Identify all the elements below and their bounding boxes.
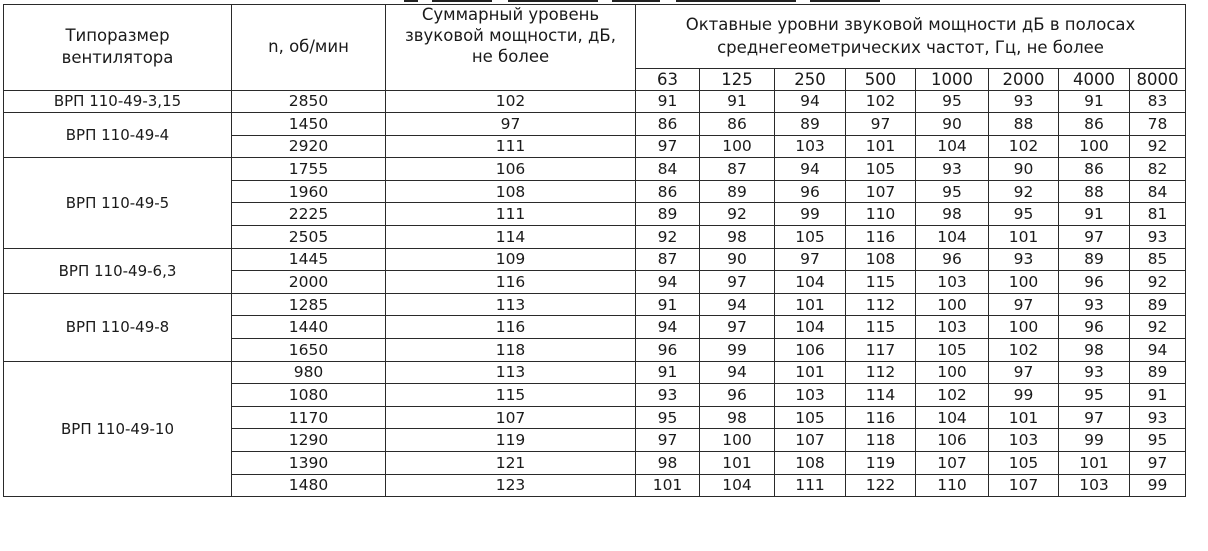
octave-level-cell: 95 — [916, 90, 989, 113]
rpm-cell: 1390 — [232, 452, 386, 475]
total-level-cell: 111 — [386, 203, 636, 226]
octave-level-cell: 97 — [636, 135, 700, 158]
octave-level-cell: 92 — [989, 180, 1059, 203]
rpm-cell: 2505 — [232, 226, 386, 249]
fan-size-cell: ВРП 110-49-6,3 — [4, 248, 232, 293]
octave-level-cell: 93 — [989, 90, 1059, 113]
table-body — [4, 90, 1186, 497]
octave-level-cell: 94 — [775, 158, 846, 181]
octave-level-cell: 89 — [1059, 248, 1130, 271]
octave-level-cell: 92 — [636, 226, 700, 249]
octave-level-cell: 91 — [636, 361, 700, 384]
total-level-cell: 113 — [386, 293, 636, 316]
table-row — [4, 248, 1186, 271]
octave-level-cell: 107 — [989, 474, 1059, 497]
total-level-cell: 102 — [386, 90, 636, 113]
octave-level-cell: 103 — [989, 429, 1059, 452]
octave-level-cell: 83 — [1130, 90, 1186, 113]
rpm-cell: 1650 — [232, 339, 386, 362]
octave-level-cell: 112 — [846, 293, 916, 316]
octave-level-cell: 104 — [775, 271, 846, 294]
octave-level-cell: 99 — [700, 339, 775, 362]
octave-level-cell: 101 — [846, 135, 916, 158]
octave-level-cell: 86 — [636, 113, 700, 136]
octave-level-cell: 78 — [1130, 113, 1186, 136]
table-row — [4, 113, 1186, 136]
total-level-cell: 121 — [386, 452, 636, 475]
total-level-cell: 116 — [386, 271, 636, 294]
octave-level-cell: 82 — [1130, 158, 1186, 181]
octave-level-cell: 96 — [775, 180, 846, 203]
octave-level-cell: 92 — [1130, 135, 1186, 158]
rpm-cell: 2225 — [232, 203, 386, 226]
octave-level-cell: 98 — [700, 406, 775, 429]
octave-level-cell: 96 — [1059, 271, 1130, 294]
octave-level-cell: 115 — [846, 271, 916, 294]
rpm-cell: 1290 — [232, 429, 386, 452]
octave-level-cell: 99 — [1059, 429, 1130, 452]
octave-level-cell: 84 — [1130, 180, 1186, 203]
header-rpm-label: n, об/мин — [268, 37, 349, 57]
header-octave-levels — [636, 5, 1186, 69]
octave-level-cell: 105 — [775, 226, 846, 249]
octave-level-cell: 92 — [1130, 316, 1186, 339]
header-frequency-5: 2000 — [989, 68, 1059, 90]
octave-level-cell: 91 — [700, 90, 775, 113]
fan-size-cell: ВРП 110-49-4 — [4, 113, 232, 158]
total-level-cell: 114 — [386, 226, 636, 249]
rpm-cell: 980 — [232, 361, 386, 384]
octave-level-cell: 118 — [846, 429, 916, 452]
octave-level-cell: 100 — [916, 293, 989, 316]
octave-level-cell: 122 — [846, 474, 916, 497]
header-frequency-6: 4000 — [1059, 68, 1130, 90]
octave-level-cell: 119 — [846, 452, 916, 475]
octave-level-cell: 107 — [916, 452, 989, 475]
header-frequency-4: 1000 — [916, 68, 989, 90]
octave-level-cell: 105 — [775, 406, 846, 429]
octave-level-cell: 89 — [636, 203, 700, 226]
octave-level-cell: 91 — [636, 293, 700, 316]
octave-level-cell: 95 — [636, 406, 700, 429]
octave-level-cell: 101 — [775, 293, 846, 316]
octave-level-cell: 99 — [775, 203, 846, 226]
octave-level-cell: 104 — [700, 474, 775, 497]
octave-level-cell: 101 — [989, 226, 1059, 249]
octave-level-cell: 102 — [846, 90, 916, 113]
total-level-cell: 107 — [386, 406, 636, 429]
octave-level-cell: 99 — [1130, 474, 1186, 497]
octave-level-cell: 97 — [989, 293, 1059, 316]
octave-level-cell: 112 — [846, 361, 916, 384]
octave-level-cell: 117 — [846, 339, 916, 362]
total-level-cell: 115 — [386, 384, 636, 407]
total-level-cell: 113 — [386, 361, 636, 384]
octave-level-cell: 103 — [775, 135, 846, 158]
octave-level-cell: 98 — [700, 226, 775, 249]
total-level-cell: 116 — [386, 316, 636, 339]
octave-level-cell: 86 — [700, 113, 775, 136]
octave-level-cell: 97 — [636, 429, 700, 452]
octave-level-cell: 95 — [989, 203, 1059, 226]
octave-level-cell: 85 — [1130, 248, 1186, 271]
octave-level-cell: 110 — [916, 474, 989, 497]
octave-level-cell: 100 — [989, 271, 1059, 294]
octave-level-cell: 95 — [1130, 429, 1186, 452]
rpm-cell: 1080 — [232, 384, 386, 407]
octave-level-cell: 107 — [846, 180, 916, 203]
octave-level-cell: 104 — [916, 135, 989, 158]
octave-level-cell: 97 — [700, 271, 775, 294]
octave-level-cell: 97 — [700, 316, 775, 339]
octave-level-cell: 96 — [1059, 316, 1130, 339]
octave-level-cell: 108 — [846, 248, 916, 271]
total-level-cell: 109 — [386, 248, 636, 271]
octave-level-cell: 91 — [1130, 384, 1186, 407]
octave-level-cell: 111 — [775, 474, 846, 497]
octave-level-cell: 99 — [989, 384, 1059, 407]
header-frequency-1: 125 — [700, 68, 775, 90]
octave-level-cell: 102 — [989, 339, 1059, 362]
octave-level-cell: 87 — [700, 158, 775, 181]
octave-level-cell: 100 — [1059, 135, 1130, 158]
rpm-cell: 1285 — [232, 293, 386, 316]
octave-level-cell: 110 — [846, 203, 916, 226]
octave-level-cell: 97 — [1059, 226, 1130, 249]
octave-level-cell: 96 — [916, 248, 989, 271]
octave-level-cell: 94 — [700, 361, 775, 384]
octave-level-cell: 105 — [989, 452, 1059, 475]
rpm-cell: 1450 — [232, 113, 386, 136]
octave-level-cell: 84 — [636, 158, 700, 181]
octave-level-cell: 104 — [916, 226, 989, 249]
octave-level-cell: 93 — [916, 158, 989, 181]
octave-level-cell: 104 — [916, 406, 989, 429]
octave-level-cell: 90 — [700, 248, 775, 271]
octave-level-cell: 103 — [916, 316, 989, 339]
header-fan-size — [4, 5, 232, 91]
octave-level-cell: 93 — [1130, 406, 1186, 429]
octave-level-cell: 115 — [846, 316, 916, 339]
fan-size-cell: ВРП 110-49-8 — [4, 293, 232, 361]
octave-level-cell: 101 — [636, 474, 700, 497]
octave-level-cell: 86 — [1059, 113, 1130, 136]
octave-level-cell: 94 — [700, 293, 775, 316]
header-frequency-3: 500 — [846, 68, 916, 90]
total-level-cell: 111 — [386, 135, 636, 158]
octave-level-cell: 89 — [700, 180, 775, 203]
octave-level-cell: 102 — [989, 135, 1059, 158]
table-row — [4, 293, 1186, 316]
table-row — [4, 90, 1186, 113]
rpm-cell: 1440 — [232, 316, 386, 339]
octave-level-cell: 114 — [846, 384, 916, 407]
total-level-cell: 97 — [386, 113, 636, 136]
octave-level-cell: 98 — [916, 203, 989, 226]
octave-level-cell: 100 — [700, 429, 775, 452]
octave-level-cell: 104 — [775, 316, 846, 339]
octave-level-cell: 106 — [916, 429, 989, 452]
octave-level-cell: 86 — [1059, 158, 1130, 181]
rpm-cell: 2920 — [232, 135, 386, 158]
octave-level-cell: 101 — [775, 361, 846, 384]
octave-level-cell: 93 — [989, 248, 1059, 271]
octave-level-cell: 105 — [846, 158, 916, 181]
octave-level-cell: 103 — [1059, 474, 1130, 497]
octave-level-cell: 92 — [1130, 271, 1186, 294]
noise-level-table — [3, 4, 1186, 497]
octave-level-cell: 107 — [775, 429, 846, 452]
octave-level-cell: 89 — [775, 113, 846, 136]
rpm-cell: 1170 — [232, 406, 386, 429]
octave-level-cell: 90 — [916, 113, 989, 136]
table-header — [4, 5, 1186, 91]
octave-level-cell: 97 — [1059, 406, 1130, 429]
total-level-cell: 108 — [386, 180, 636, 203]
header-rpm — [232, 5, 386, 91]
octave-level-cell: 90 — [989, 158, 1059, 181]
octave-level-cell: 103 — [916, 271, 989, 294]
rpm-cell: 1755 — [232, 158, 386, 181]
fan-size-cell: ВРП 110-49-10 — [4, 361, 232, 497]
octave-level-cell: 101 — [989, 406, 1059, 429]
octave-level-cell: 91 — [1059, 90, 1130, 113]
rpm-cell: 2000 — [232, 271, 386, 294]
octave-level-cell: 86 — [636, 180, 700, 203]
octave-level-cell: 100 — [700, 135, 775, 158]
header-frequency-2: 250 — [775, 68, 846, 90]
header-total-level-label: Суммарный уровень звуковой мощности, дБ, не более — [405, 5, 616, 66]
octave-level-cell: 105 — [916, 339, 989, 362]
octave-level-cell: 96 — [700, 384, 775, 407]
table-row — [4, 361, 1186, 384]
octave-level-cell: 93 — [1130, 226, 1186, 249]
octave-level-cell: 87 — [636, 248, 700, 271]
octave-level-cell: 89 — [1130, 293, 1186, 316]
octave-level-cell: 97 — [989, 361, 1059, 384]
header-octave-levels-label: Октавные уровни звуковой мощности дБ в полосах среднегеометрических частот, Гц, не более — [685, 15, 1136, 58]
fan-size-cell: ВРП 110-49-3,15 — [4, 90, 232, 113]
octave-level-cell: 106 — [775, 339, 846, 362]
octave-level-cell: 96 — [636, 339, 700, 362]
table-row — [4, 158, 1186, 181]
fan-size-cell: ВРП 110-49-5 — [4, 158, 232, 248]
octave-level-cell: 91 — [1059, 203, 1130, 226]
octave-level-cell: 93 — [1059, 361, 1130, 384]
octave-level-cell: 102 — [916, 384, 989, 407]
octave-level-cell: 98 — [1059, 339, 1130, 362]
octave-level-cell: 92 — [700, 203, 775, 226]
total-level-cell: 106 — [386, 158, 636, 181]
header-total-spacer — [386, 68, 636, 90]
octave-level-cell: 95 — [1059, 384, 1130, 407]
octave-level-cell: 91 — [636, 90, 700, 113]
octave-level-cell: 97 — [1130, 452, 1186, 475]
rpm-cell: 1480 — [232, 474, 386, 497]
octave-level-cell: 103 — [775, 384, 846, 407]
octave-level-cell: 108 — [775, 452, 846, 475]
octave-level-cell: 94 — [775, 90, 846, 113]
octave-level-cell: 94 — [636, 271, 700, 294]
octave-level-cell: 81 — [1130, 203, 1186, 226]
octave-level-cell: 101 — [700, 452, 775, 475]
octave-level-cell: 93 — [636, 384, 700, 407]
total-level-cell: 118 — [386, 339, 636, 362]
octave-level-cell: 88 — [989, 113, 1059, 136]
header-frequency-7: 8000 — [1130, 68, 1186, 90]
rpm-cell: 1445 — [232, 248, 386, 271]
header-total-level — [386, 5, 636, 69]
octave-level-cell: 88 — [1059, 180, 1130, 203]
octave-level-cell: 101 — [1059, 452, 1130, 475]
octave-level-cell: 100 — [916, 361, 989, 384]
octave-level-cell: 97 — [846, 113, 916, 136]
total-level-cell: 123 — [386, 474, 636, 497]
octave-level-cell: 116 — [846, 226, 916, 249]
total-level-cell: 119 — [386, 429, 636, 452]
octave-level-cell: 93 — [1059, 293, 1130, 316]
octave-level-cell: 94 — [636, 316, 700, 339]
octave-level-cell: 100 — [989, 316, 1059, 339]
octave-level-cell: 116 — [846, 406, 916, 429]
rpm-cell: 1960 — [232, 180, 386, 203]
header-frequency-0: 63 — [636, 68, 700, 90]
octave-level-cell: 89 — [1130, 361, 1186, 384]
octave-level-cell: 97 — [775, 248, 846, 271]
rpm-cell: 2850 — [232, 90, 386, 113]
octave-level-cell: 98 — [636, 452, 700, 475]
header-fan-size-label: Типоразмер вентилятора — [61, 26, 174, 68]
octave-level-cell: 94 — [1130, 339, 1186, 362]
octave-level-cell: 95 — [916, 180, 989, 203]
